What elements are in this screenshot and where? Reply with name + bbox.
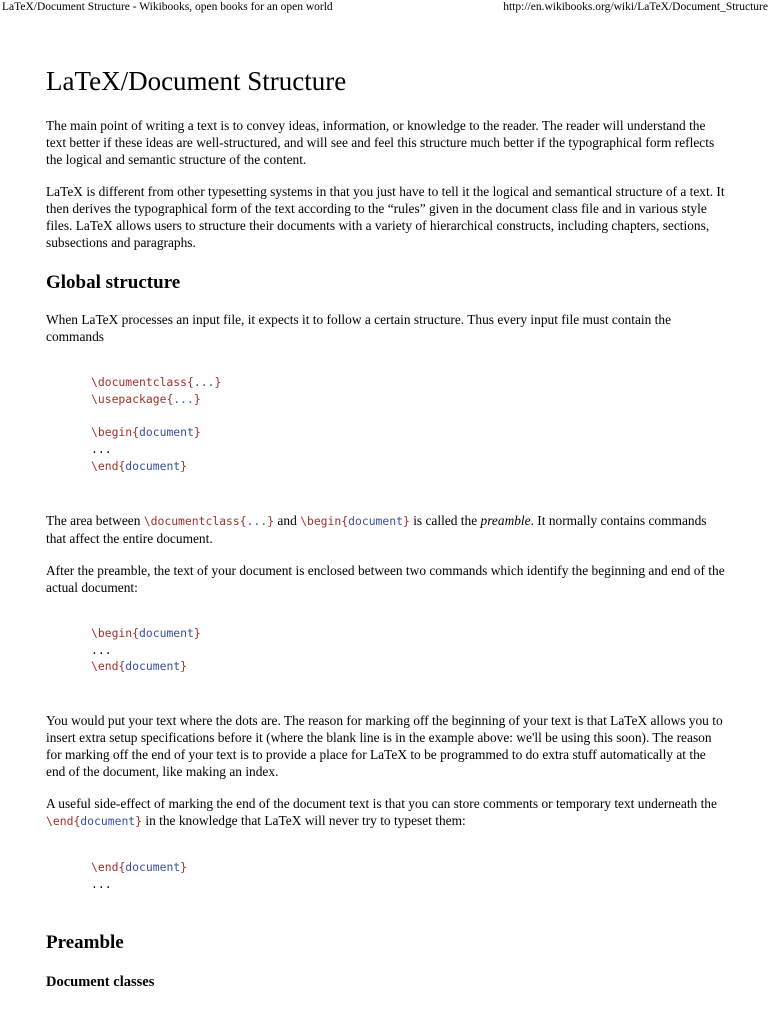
page-title: LaTeX/Document Structure [46,66,347,96]
code-argument: document [139,425,194,440]
intro-paragraph-2: LaTeX is different from other typesetting systems in that you just have to tell it the logical and semantical structure of a text. It then derives the typographical form of the text according to the “rules” given in the document class file and in various style files. LaTeX allows users to structure their documents with a variety of hierarchical constructs, including chapters, sections, subsections and paragraphs. [46,184,725,250]
text-run: A useful side-effect of marking the end of the document text is that you can store comments or temporary text underneath the [46,796,717,812]
code-argument: document [125,458,181,473]
after-preamble-paragraph: After the preamble, the text of your document is enclosed between two commands which identify the beginning and end of the actual document: [46,562,725,595]
text-run: and [274,512,301,528]
code-command: \begin [91,625,133,640]
code-command: \end [46,814,74,829]
code-line: \usepackage{...} [91,391,201,406]
text-run: . It normally contains commands that affect the entire document. [46,512,707,546]
text-run: in the knowledge that LaTeX will never try to typeset them: [142,813,466,829]
section-heading-preamble: Preamble [46,931,124,953]
code-argument: document [80,814,136,829]
code-command: \end [91,860,119,875]
code-argument: ... [193,375,215,389]
header-url[interactable]: http://en.wikibooks.org/wiki/LaTeX/Document_Structure [503,1,768,13]
code-argument: ... [246,513,268,528]
code-command: \documentclass [143,513,240,528]
global-paragraph-1: When LaTeX processes an input file, it expects it to follow a certain structure. Thus every input file must contain the commands [46,312,672,344]
code-line: \begin{document} [91,625,201,640]
subsection-heading-document-classes: Document classes [46,973,155,990]
code-command: \documentclass [91,375,188,389]
code-argument: document [139,625,194,640]
code-block-end [46,859,726,893]
code-argument: document [125,860,181,875]
inline-code: \documentclass{...} [143,513,275,528]
inline-code: \begin{document} [300,513,410,528]
code-block-document [46,625,726,675]
article-content [46,64,726,991]
intro-paragraph-1: The main point of writing a text is to convey ideas, information, or knowledge to the reader. The reader will understand the text better if these ideas are well-structured, and will see and feel this structure much better if the typographical form reflects the logical and semantic structure of the content. [46,118,715,167]
code-line: ... [91,442,112,457]
code-command: \end [91,458,119,473]
header-page-title: LaTeX/Document Structure - Wikibooks, open books for an open world [2,1,333,13]
print-header [0,0,768,16]
inline-code: \end{document} [46,814,143,829]
code-command: \begin [300,513,342,528]
section-heading-global-structure: Global structure [46,272,181,293]
code-line: \end{document} [91,860,188,875]
code-block-structure [46,374,726,475]
code-line: \begin{document} [91,425,201,440]
code-line: \end{document} [91,458,188,473]
code-argument: ... [173,391,194,406]
code-argument: document [125,659,181,674]
code-line: ... [91,642,112,657]
text-run: The area between [46,512,144,528]
code-command: \usepackage [91,391,167,406]
dots-explanation-paragraph: You would put your text where the dots are. The reason for marking off the beginning of your text is that LaTeX allows you to insert extra setup specifications before it (where the blank line is in the example above: we'll be using this soon). The reason for marking off the end of your text is to provide a place for LaTeX to be programmed to do extra stuff automatically at the end of the document, like making an index. [46,713,723,780]
code-line: \documentclass{...} [91,375,222,389]
text-run: is called the [409,512,481,528]
code-command: \end [91,659,119,674]
emphasis-preamble: preamble [480,512,531,528]
code-argument: document [348,513,403,528]
code-line: ... [91,876,112,891]
code-line: \end{document} [91,659,188,674]
preamble-definition-paragraph [46,512,726,547]
code-command: \begin [91,425,133,440]
side-effect-paragraph [46,795,726,830]
